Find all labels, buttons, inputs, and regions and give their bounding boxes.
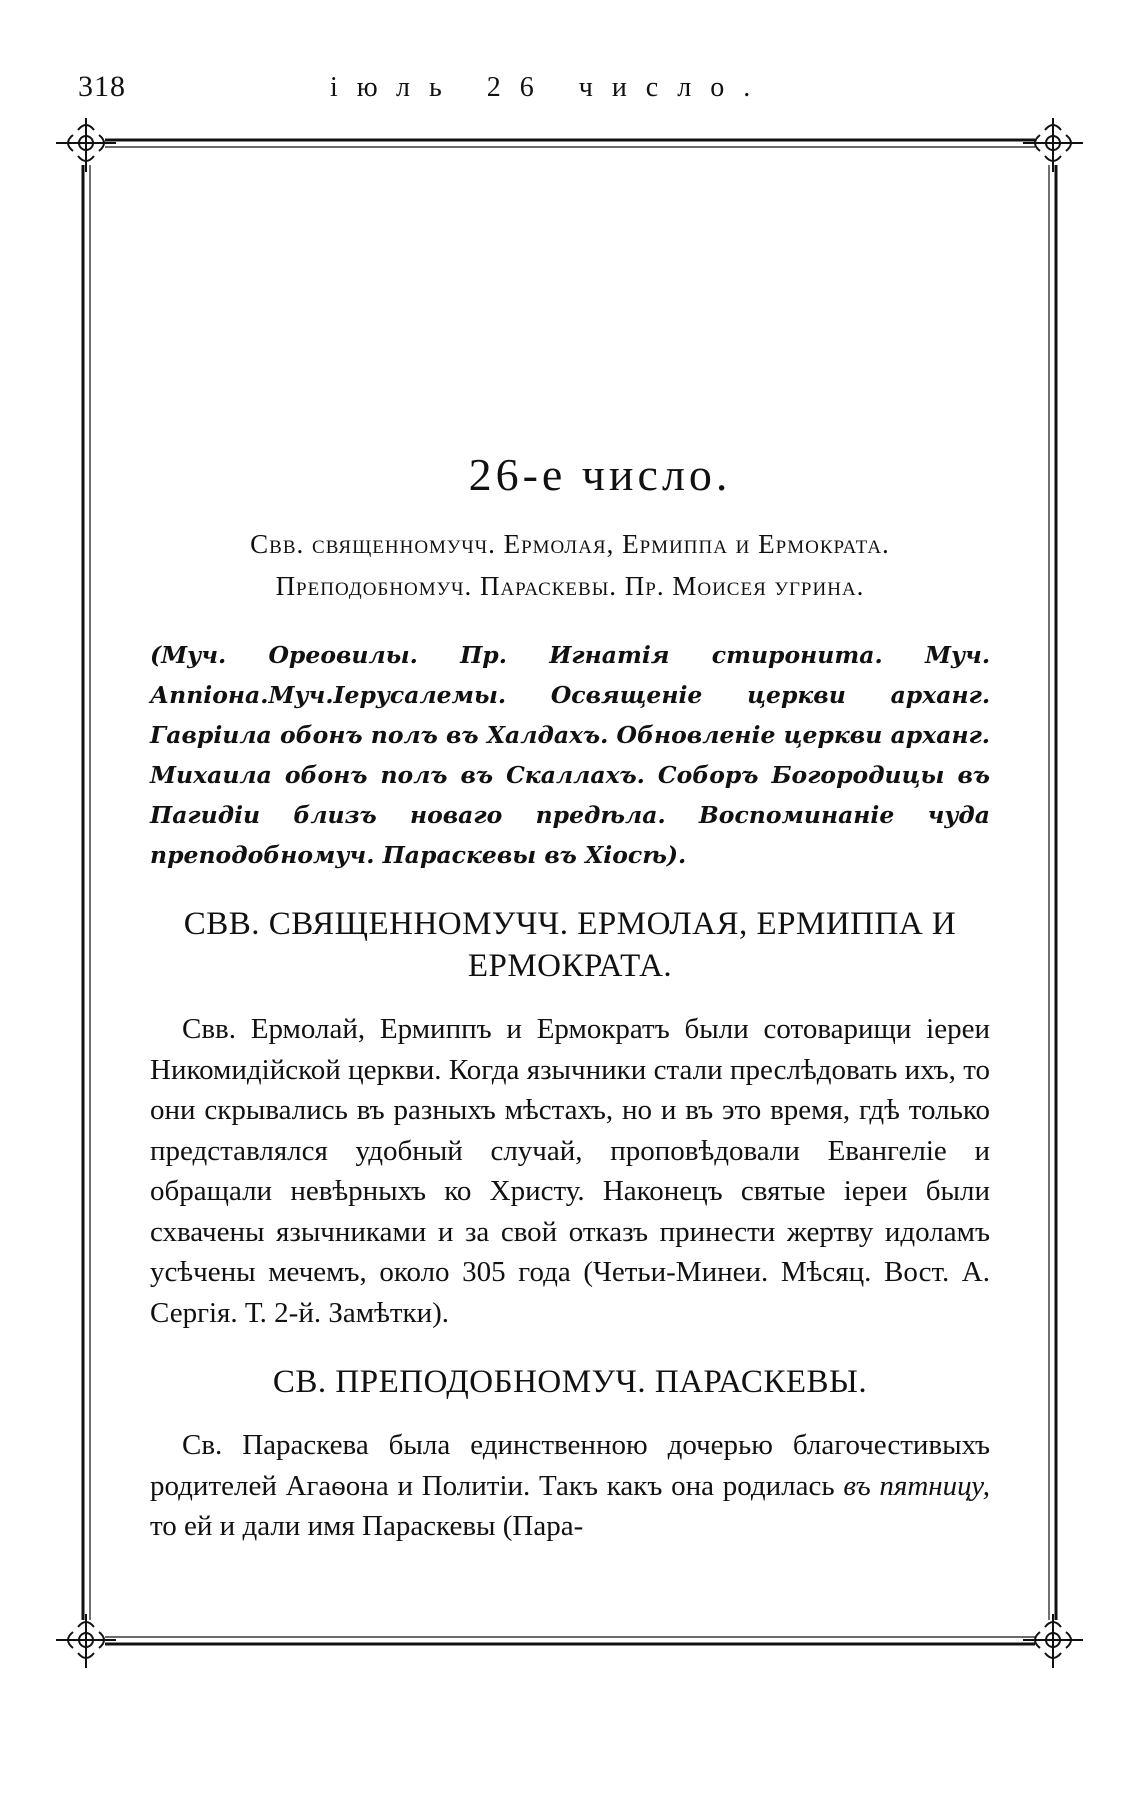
- saints-line: Преподобномуч. Параскевы. Пр. Моисея угрина.: [275, 571, 865, 601]
- running-title: іюль 26 число.: [330, 72, 770, 103]
- corner-ornament-top-left-icon: [56, 118, 116, 172]
- day-title: 26-е число.: [468, 449, 732, 500]
- body-text: то ей и дали имя Параскевы (Пара-: [150, 1510, 584, 1542]
- corner-ornament-bottom-right-icon: [1023, 1614, 1083, 1668]
- section-heading: СВВ. СВЯЩЕННОМУЧЧ. ЕРМОЛАЯ, ЕРМИППА И ЕРМОКРАТА.: [183, 906, 957, 984]
- page-content: [150, 430, 990, 1547]
- body-text: Св. Параскева была единственною дочерью благочестивыхъ родителей Агаѳона и Политіи. Такъ какъ она родилась: [150, 1429, 990, 1502]
- saints-line: Свв. священномучч. Ермолая, Ермиппа и Ермократа.: [250, 529, 890, 559]
- corner-ornament-bottom-left-icon: [56, 1614, 116, 1668]
- page-number: 318: [78, 70, 126, 103]
- minor-commemorations: (Муч. Ореовилы. Пр. Игнатія стиронита. Муч. Аппіона.Муч.Іерусалемы. Освященіе церкви арханг. Гавріила обонъ полъ въ Халдахъ. Обновленіе церкви арханг. Михаила обонъ полъ въ Скаллахъ. Соборъ Богородицы въ Пагидіи близъ новаго предѣла. Воспоминаніе чуда преподобномуч. Параскевы въ Хіосѣ).: [150, 641, 990, 869]
- emphasized-text: въ пятницу,: [843, 1469, 990, 1502]
- body-paragraph: [150, 1425, 990, 1547]
- section-heading: СВ. ПРЕПОДОБНОМУЧ. ПАРАСКЕВЫ.: [272, 1364, 868, 1400]
- body-paragraph: Свв. Ермолай, Ермиппъ и Ермократъ были сотоварищи іереи Никомидійской церкви. Когда язычники стали преслѣдовать ихъ, то они скрывались въ разныхъ мѣстахъ, но и въ это время, гдѣ только представлялся удобный случай, проповѣдовали Евангеліе и обращали невѣрныхъ ко Христу. Наконецъ святые іереи были схвачены язычниками и за свой отказъ принести жертву идоламъ усѣчены мечемъ, около 305 года (Четьи-Минеи. Мѣсяц. Вост. А. Сергія. Т. 2-й. Замѣтки).: [150, 1013, 990, 1329]
- corner-ornament-top-right-icon: [1023, 118, 1083, 172]
